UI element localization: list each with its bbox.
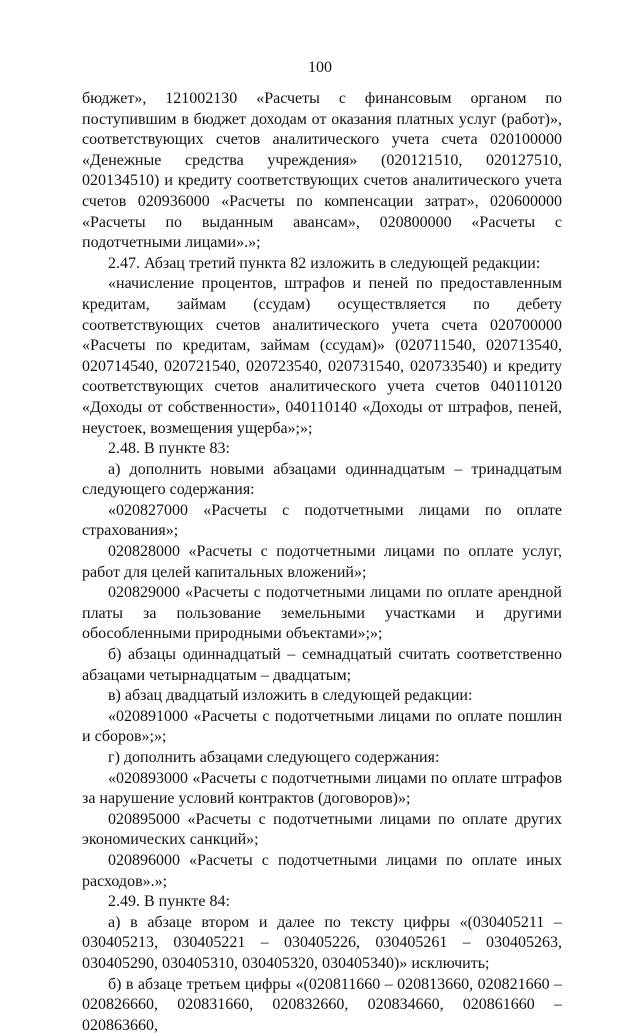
paragraph: «начисление процентов, штрафов и пеней по предоставленным кредитам, займам (ссудам) осуществляется по дебету соответствующих счетов аналитического учета счета 020700000 «Расчеты по кредитам, займам (ссудам)» (020711540, 020713540, 020714540, 020721540, 020723540, 020731540, 020733540) и кредиту соответствующих счетов аналитического учета счетов 040110120 «Доходы от собственности», 040110140 «Доходы от штрафов, пеней, неустоек, возмещения ущерба»;»; bbox=[82, 275, 562, 437]
paragraph: 2.49. В пункте 84: bbox=[108, 893, 230, 911]
paragraph: 020895000 «Расчеты с подотчетными лицами по оплате других экономических санкций»; bbox=[82, 810, 562, 849]
paragraph: 020896000 «Расчеты с подотчетными лицами по оплате иных расходов».»; bbox=[82, 851, 562, 890]
paragraph: «020891000 «Расчеты с подотчетными лицами по оплате пошлин и сборов»;»; bbox=[82, 707, 562, 746]
paragraph: а) дополнить новыми абзацами одиннадцатым – тринадцатым следующего содержания: bbox=[82, 460, 562, 499]
paragraph: б) в абзаце третьем цифры «(020811660 – 020813660, 020821660 – 020826660, 020831660, 020832660, 020834660, 020861660 – 020863660, bbox=[82, 975, 562, 1034]
paragraph: 020829000 «Расчеты с подотчетными лицами по оплате арендной платы за пользование земельными участками и другими обособленными природными объектами»;»; bbox=[82, 584, 562, 643]
paragraph: а) в абзаце втором и далее по тексту цифры «(030405211 – 030405213, 030405221 – 030405226, 030405261 – 030405263, 030405290, 030405310, 030405320, 030405340)» исключить; bbox=[82, 913, 562, 972]
paragraph: «020827000 «Расчеты с подотчетными лицами по оплате страхования»; bbox=[82, 501, 562, 540]
document-body bbox=[82, 89, 562, 1036]
paragraph: 2.48. В пункте 83: bbox=[108, 440, 230, 458]
paragraph: 020828000 «Расчеты с подотчетными лицами по оплате услуг, работ для целей капитальных вложений»; bbox=[82, 543, 562, 581]
paragraph: б) абзацы одиннадцатый – семнадцатый считать соответственно абзацами четырнадцатым – двадцатым; bbox=[82, 646, 562, 684]
paragraph: г) дополнить абзацами следующего содержания: bbox=[108, 749, 440, 766]
paragraph: бюджет», 121002130 «Расчеты с финансовым органом по поступившим в бюджет доходам от оказания платных услуг (работ)», соответствующих счетов аналитического учета счета 020100000 «Денежные средства учреждения» (020121510, 020127510, 020134510) и кредиту соответствующих счетов аналитического учета счетов 020936000 «Расчеты по компенсации затрат», 020600000 «Расчеты по выданным авансам», 020800000 «Расчеты с подотчетными лицами».»; bbox=[82, 90, 562, 252]
paragraph: «020893000 «Расчеты с подотчетными лицами по оплате штрафов за нарушение условий контрактов (договоров)»; bbox=[82, 769, 562, 808]
page-number: 100 bbox=[308, 59, 332, 76]
paragraph: в) абзац двадцатый изложить в следующей редакции: bbox=[108, 687, 473, 705]
paragraph: 2.47. Абзац третий пункта 82 изложить в следующей редакции: bbox=[108, 254, 541, 272]
